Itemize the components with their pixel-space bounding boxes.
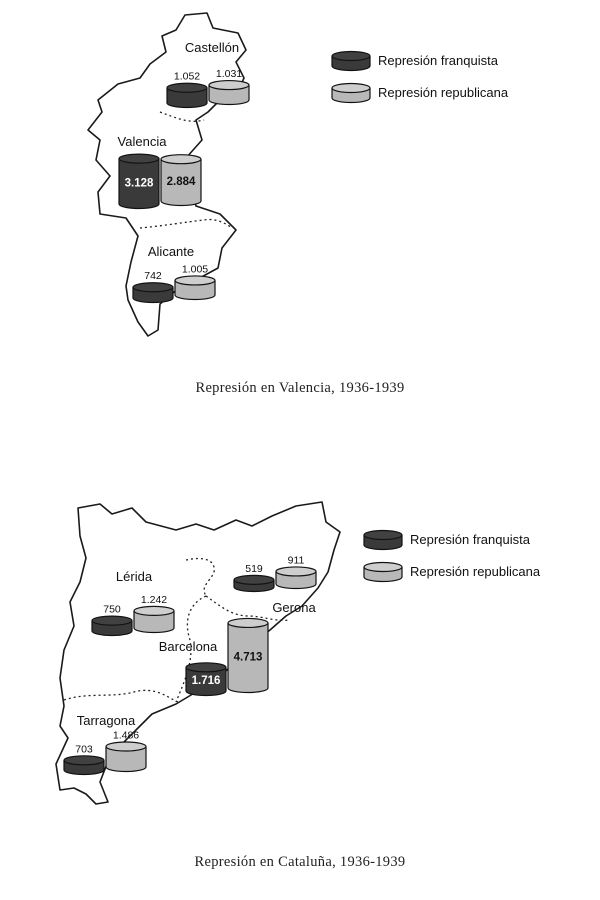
valencia-bar-alicante-republicana [175,276,215,300]
cataluna-bar-gerona-franquista [234,575,274,591]
valencia-region-label-valencia: Valencia [117,134,167,149]
cataluna-legend-label-republicana: Represión republicana [410,564,541,579]
cataluna-value-label-gerona-republicana: 911 [287,554,305,567]
cataluna-value-label-barcelona-franquista: 1.716 [191,675,221,688]
valencia-caption: Represión en Valencia, 1936-1939 [195,380,405,396]
valencia-value-label-valencia-franquista: 3.128 [124,177,154,190]
cataluna-legend-swatch-franquista [364,531,402,550]
cataluna-value-label-barcelona-republicana: 4.713 [233,651,263,664]
valencia-legend-swatch-republicana [332,84,370,103]
valencia-value-label-valencia-republicana: 2.884 [166,176,196,189]
valencia-repression-map [0,0,600,410]
cataluna-region-label-barcelona: Barcelona [158,639,218,654]
valencia-bar-castellon-republicana [209,81,249,105]
cataluna-bar-lerida-republicana [134,606,174,632]
valencia-legend-swatch-franquista [332,52,370,71]
cataluna-value-label-gerona-franquista: 519 [245,562,263,575]
cataluna-value-label-tarragona-republicana: 1.486 [112,729,140,742]
cataluna-bar-gerona-republicana [276,567,316,589]
valencia-value-label-alicante-franquista: 742 [144,270,162,283]
valencia-bar-castellon-franquista [167,83,207,107]
valencia-region-label-alicante: Alicante [147,244,195,259]
valencia-legend-label-franquista: Represión franquista [378,53,498,68]
valencia-bar-alicante-franquista [133,283,173,303]
cataluna-value-label-lerida-republicana: 1.242 [140,593,168,606]
cataluna-legend-label-franquista: Represión franquista [410,532,530,547]
valencia-value-label-castellon-franquista: 1.052 [173,70,201,83]
cataluna-bar-lerida-franquista [92,616,132,635]
valencia-legend-label-republicana: Represión republicana [378,85,509,100]
cataluna-region-label-gerona: Gerona [272,600,316,615]
cataluna-region-label-tarragona: Tarragona [76,713,136,728]
cataluna-repression-map [0,410,600,900]
cataluna-caption: Represión en Cataluña, 1936-1939 [194,854,406,870]
cataluna-region-label-lerida: Lérida [115,569,153,584]
valencia-value-label-alicante-republicana: 1.005 [181,263,209,276]
cataluna-legend-swatch-republicana [364,563,402,582]
cataluna-value-label-lerida-franquista: 750 [103,603,121,616]
valencia-value-label-castellon-republicana: 1.031 [215,68,243,81]
cataluna-bar-tarragona-republicana [106,742,146,772]
cataluna-value-label-tarragona-franquista: 703 [75,743,93,756]
cataluna-bar-tarragona-franquista [64,756,104,775]
valencia-region-label-castellon: Castellón [184,40,240,55]
